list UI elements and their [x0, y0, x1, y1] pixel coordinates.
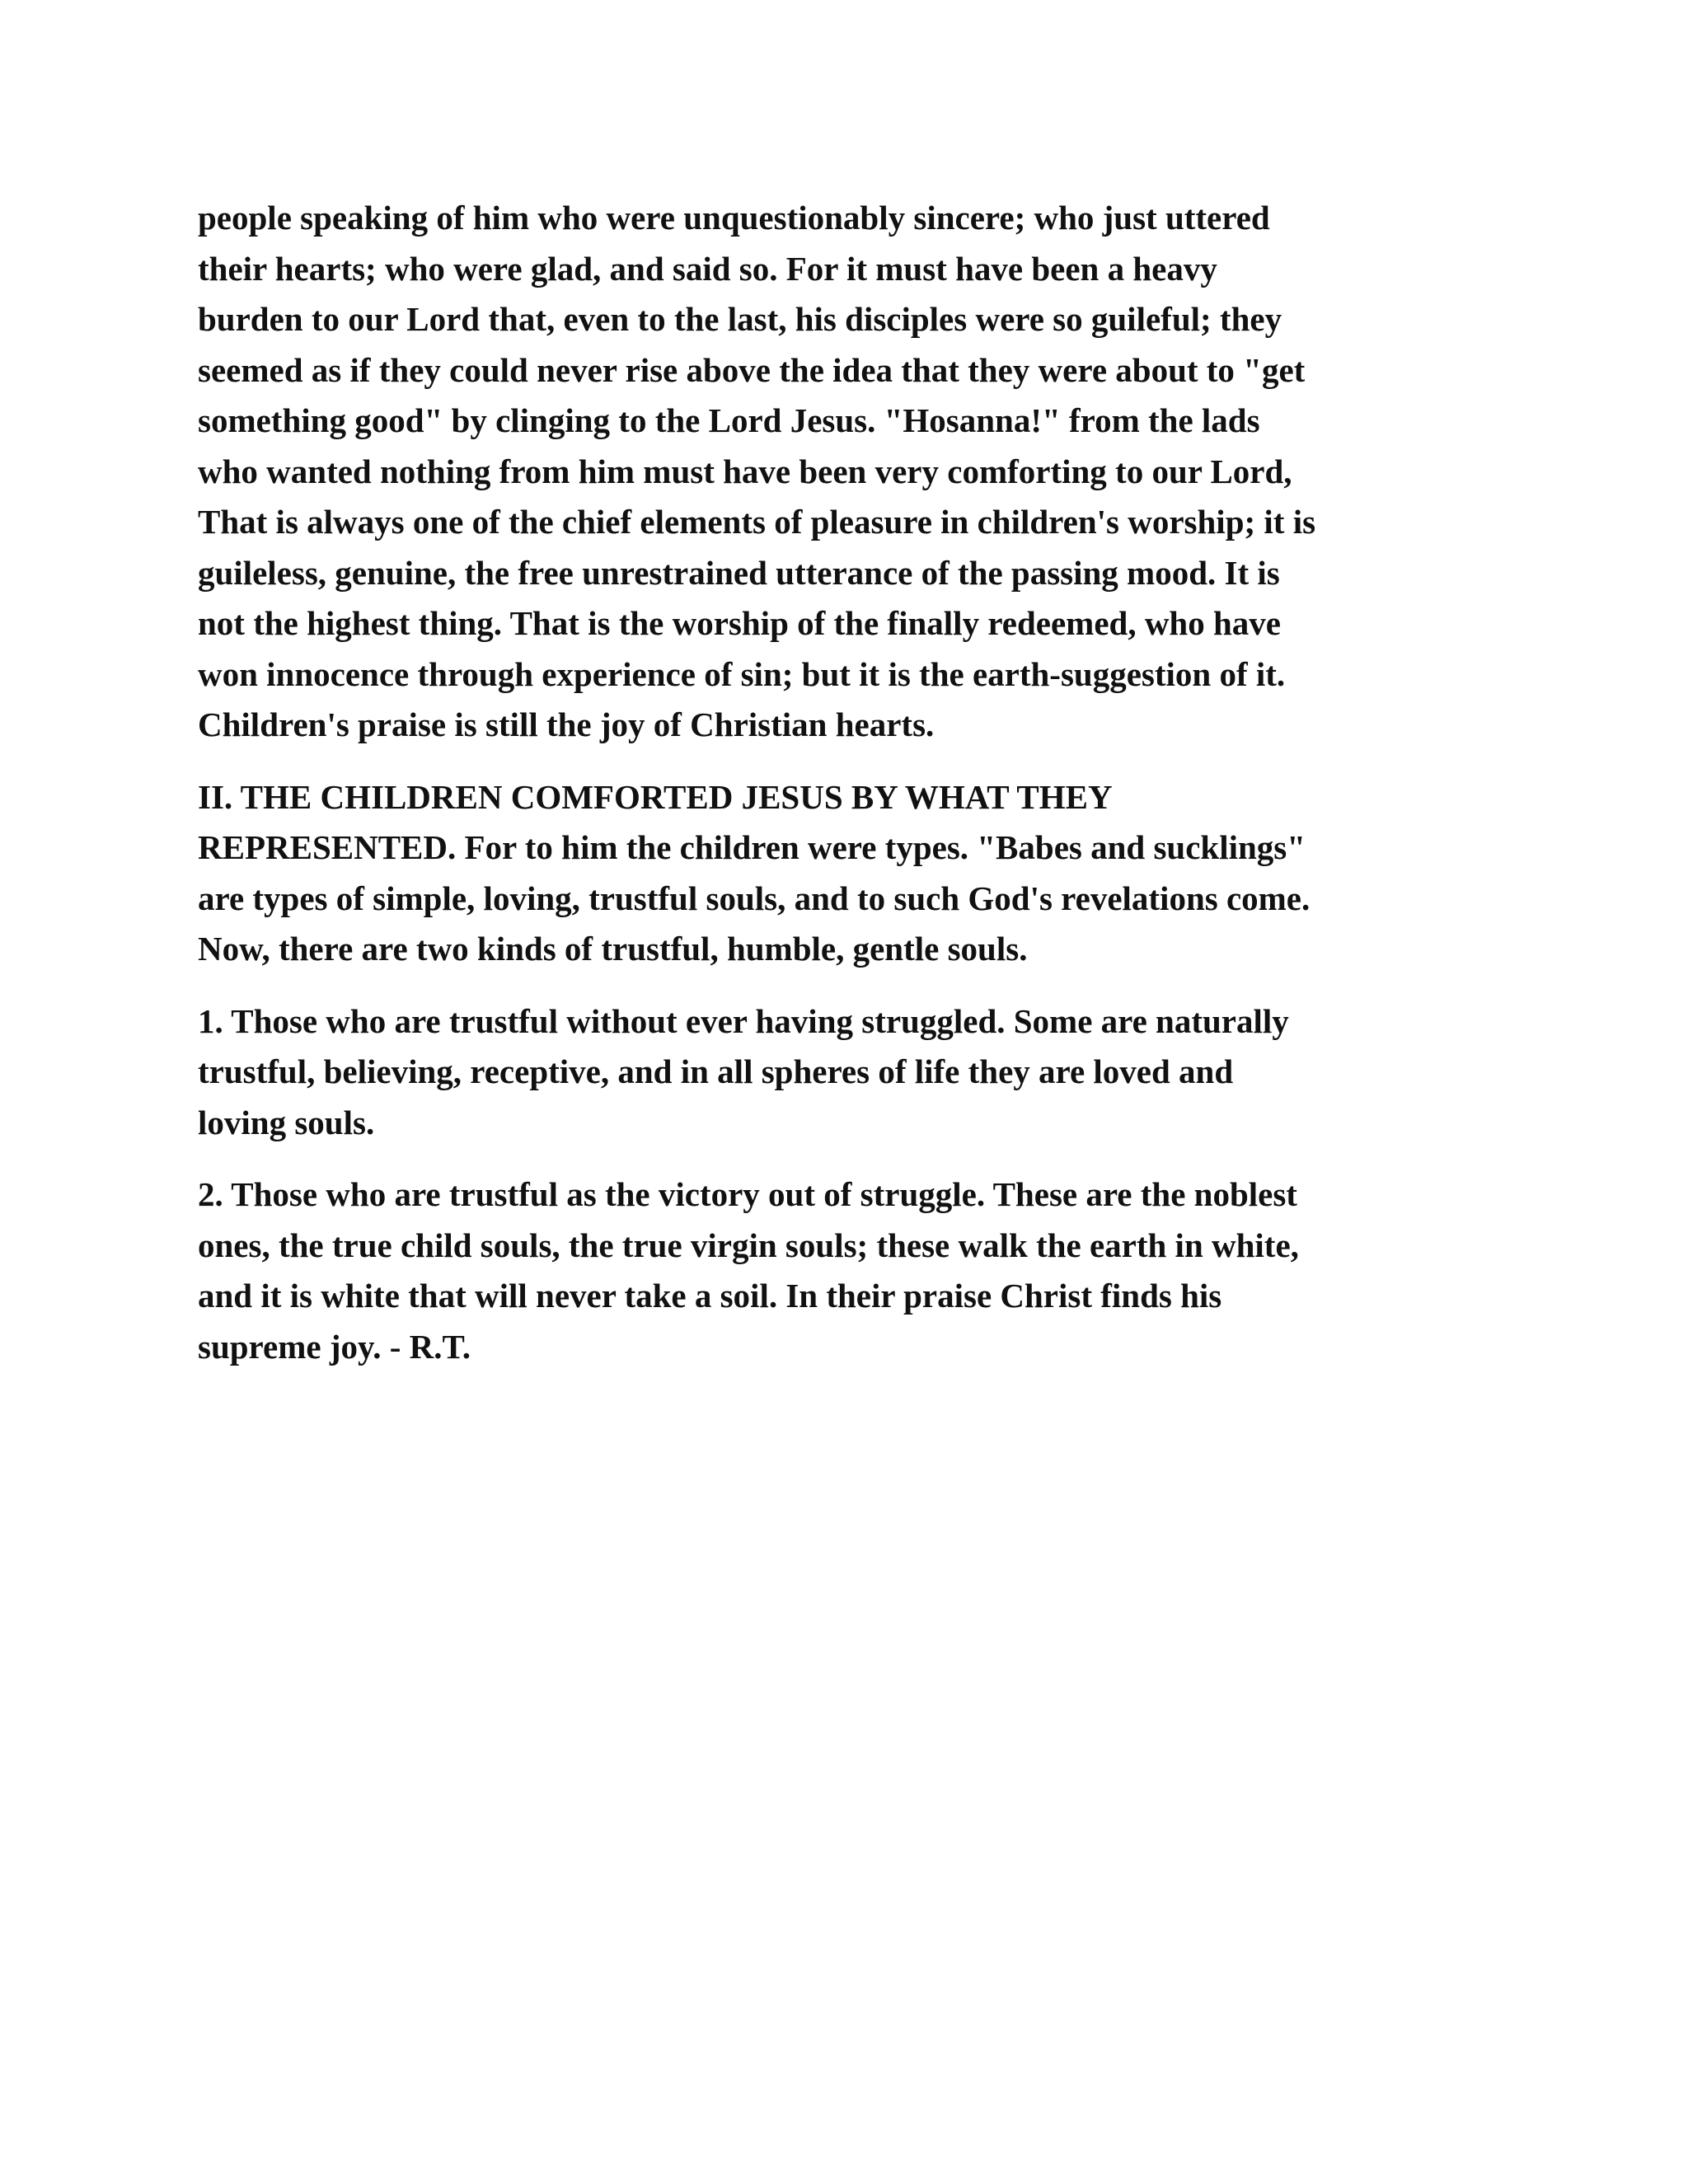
text-line: loving souls. [198, 1103, 375, 1141]
text-line: are types of simple, loving, trustful souls, and to such God's revelations come. [198, 879, 1311, 917]
paragraph-2 [198, 772, 1484, 975]
text-line: not the highest thing. That is the worship of the finally redeemed, who have [198, 604, 1281, 642]
text-line: 2. Those who are trustful as the victory out of struggle. These are the noblest [198, 1175, 1297, 1213]
text-line: seemed as if they could never rise above the idea that they were about to "get [198, 350, 1306, 389]
section-heading-line: II. THE CHILDREN COMFORTED JESUS BY WHAT THEY [198, 777, 1113, 816]
text-line: guileless, genuine, the free unrestrained utterance of the passing mood. It is [198, 553, 1280, 592]
text-line: 1. Those who are trustful without ever having struggled. Some are naturally [198, 1001, 1289, 1040]
paragraph-4 [198, 1169, 1484, 1372]
text-line: Children's praise is still the joy of Christian hearts. [198, 705, 935, 743]
text-line: people speaking of him who were unquestionably sincere; who just uttered [198, 199, 1270, 237]
text-line: something good" by clinging to the Lord Jesus. "Hosanna!" from the lads [198, 401, 1260, 439]
text-line: supreme joy. - R.T. [198, 1327, 471, 1366]
text-line: Now, there are two kinds of trustful, humble, gentle souls. [198, 930, 1028, 968]
paragraph-3 [198, 996, 1484, 1149]
document-body [198, 193, 1484, 1394]
text-line: burden to our Lord that, even to the last, his disciples were so guileful; they [198, 300, 1282, 338]
paragraph-1 [198, 193, 1484, 751]
text-line: That is always one of the chief elements of pleasure in children's worship; it is [198, 503, 1316, 541]
text-line: and it is white that will never take a soil. In their praise Christ finds his [198, 1277, 1222, 1315]
text-line: won innocence through experience of sin; but it is the earth-suggestion of it. [198, 654, 1286, 693]
text-line: trustful, believing, receptive, and in all spheres of life they are loved and [198, 1052, 1234, 1090]
text-line: their hearts; who were glad, and said so. For it must have been a heavy [198, 249, 1217, 288]
text-line: REPRESENTED. For to him the children were types. "Babes and sucklings" [198, 828, 1306, 866]
text-line: ones, the true child souls, the true virgin souls; these walk the earth in white, [198, 1226, 1299, 1264]
text-line: who wanted nothing from him must have been very comforting to our Lord, [198, 452, 1292, 490]
